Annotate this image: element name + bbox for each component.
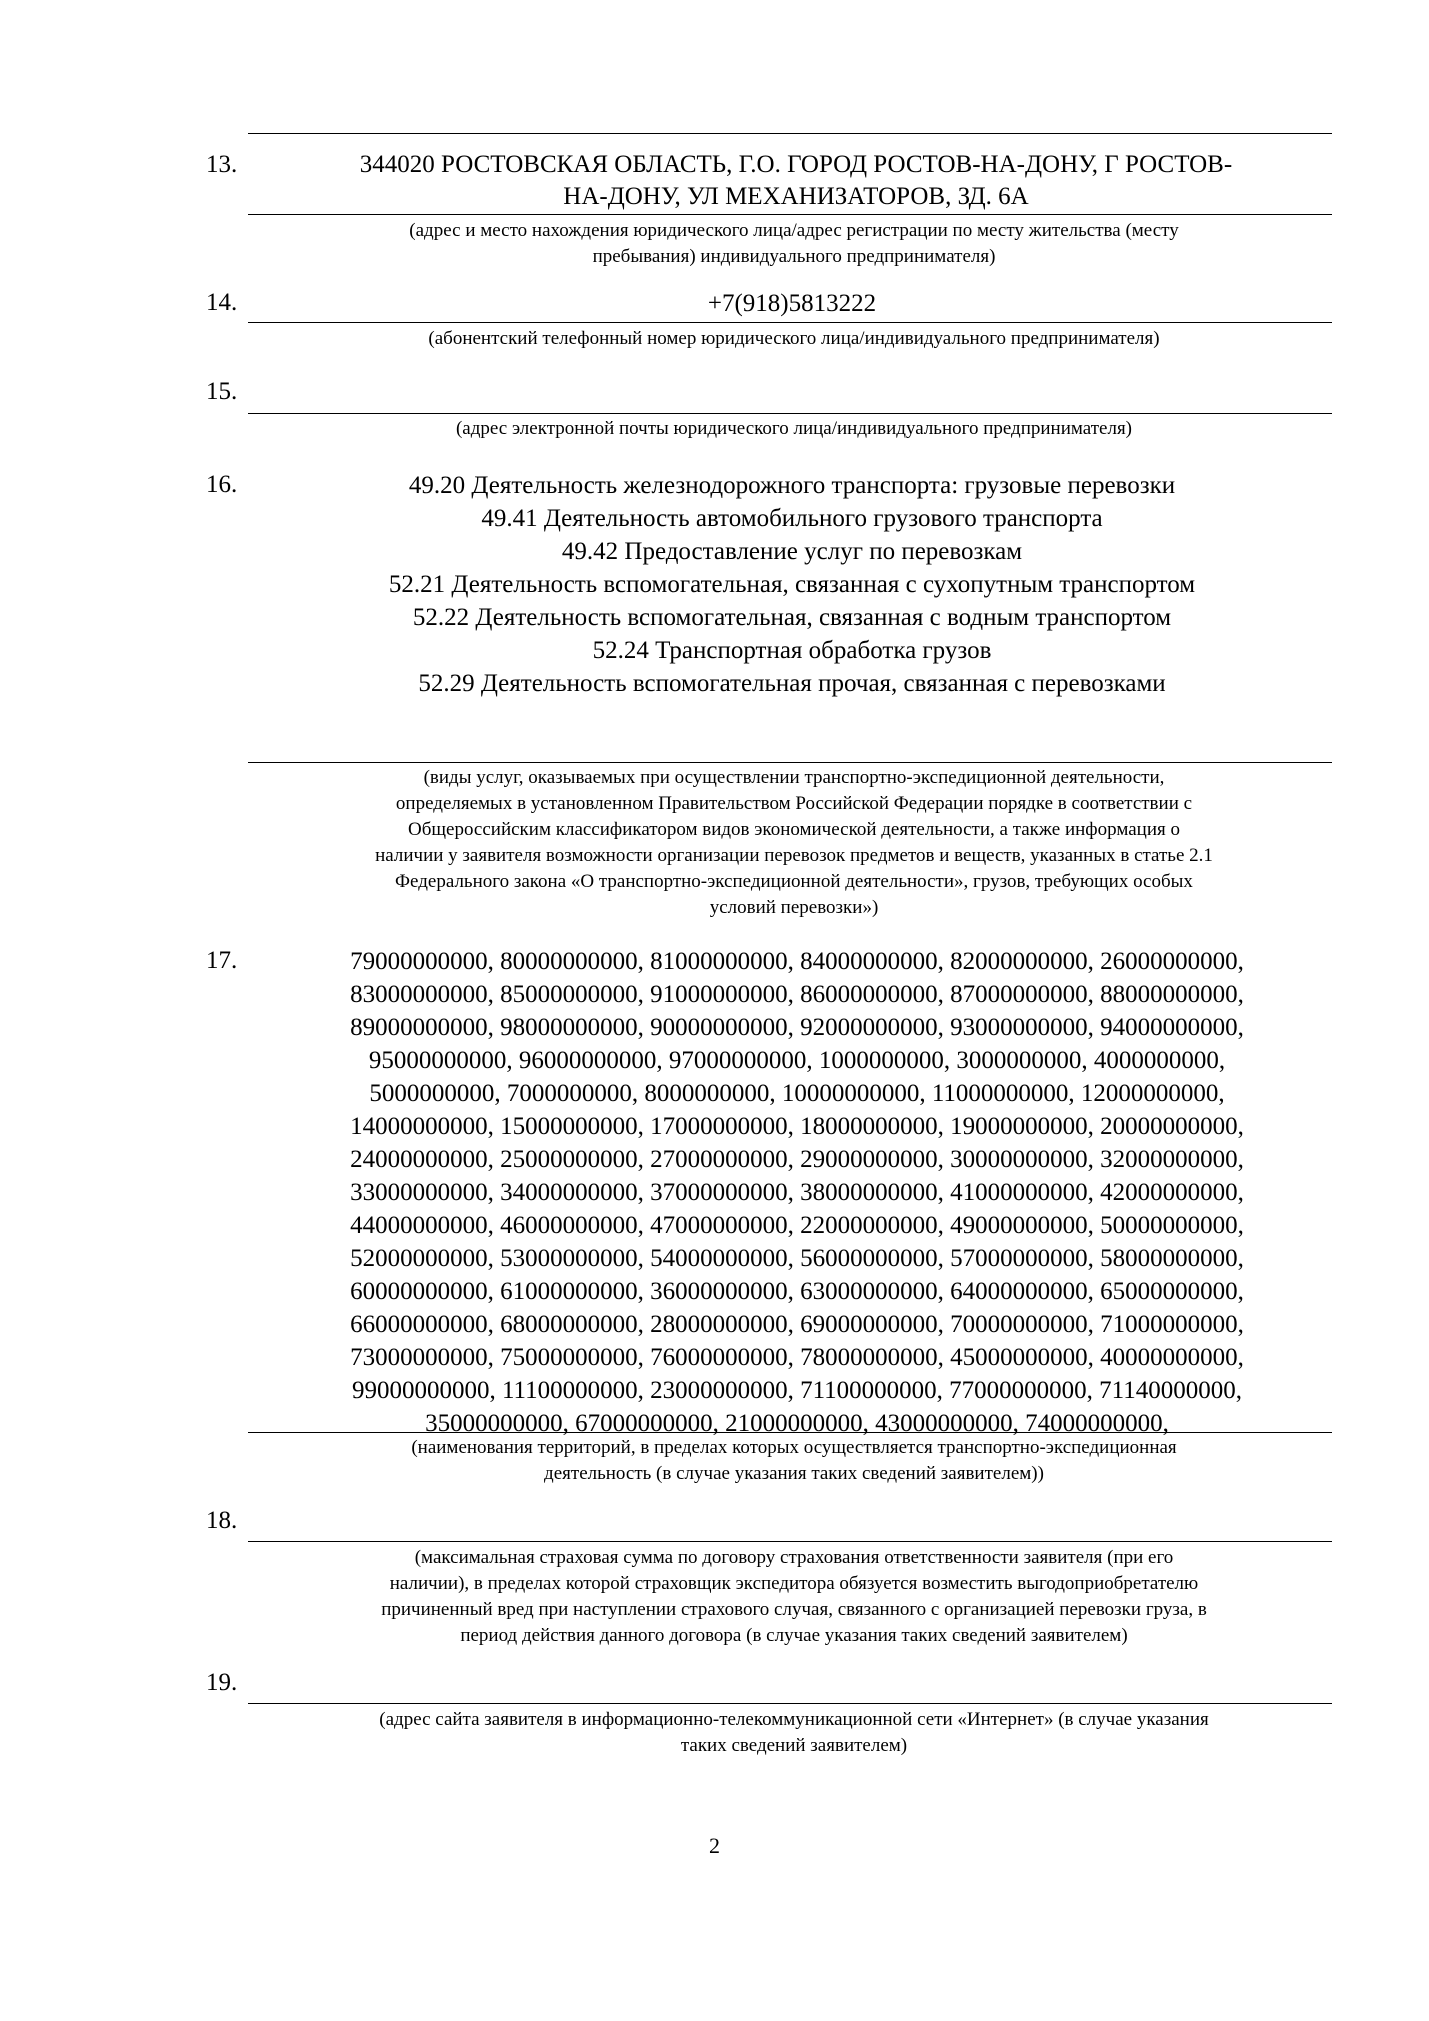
field-rule <box>248 762 1332 763</box>
field-rule <box>248 322 1332 323</box>
phone-value: +7(918)5813222 <box>707 290 877 317</box>
page-number: 2 <box>709 1833 720 1858</box>
caption-line: деятельность (в случае указания таких сведений заявителем)) <box>544 1463 1044 1484</box>
top-rule <box>248 133 1332 134</box>
caption-line: (абонентский телефонный номер юридического лица/индивидуального предпринимателя) <box>428 328 1160 349</box>
field-caption <box>256 416 1332 442</box>
field-rule <box>248 1541 1332 1542</box>
field-caption <box>256 1435 1332 1487</box>
item-number: 18. <box>206 1507 238 1534</box>
activity-code-line: 49.20 Деятельность железнодорожного транспорта: грузовые перевозки <box>408 472 1176 499</box>
field-caption <box>256 1545 1332 1649</box>
activity-code-line: 52.29 Деятельность вспомогательная прочая, связанная с перевозками <box>418 670 1166 697</box>
item-number: 16. <box>206 471 238 498</box>
caption-line: (максимальная страховая сумма по договору страхования ответственности заявителя (при его <box>414 1547 1174 1568</box>
field-caption <box>256 326 1332 352</box>
caption-line: (адрес и место нахождения юридического лица/адрес регистрации по месту жительства (месту <box>409 220 1179 241</box>
field-rule <box>248 1703 1332 1704</box>
legal-address-value <box>260 149 1332 213</box>
territory-code-line: 73000000000, 75000000000, 76000000000, 78000000000, 45000000000, 40000000000, <box>350 1344 1244 1371</box>
caption-line: (адрес сайта заявителя в информационно-телекоммуникационной сети «Интернет» (в случае указания <box>379 1709 1209 1730</box>
territory-code-line: 79000000000, 80000000000, 81000000000, 84000000000, 82000000000, 26000000000, <box>350 948 1244 975</box>
territory-code-line: 5000000000, 7000000000, 8000000000, 10000000000, 11000000000, 12000000000, <box>369 1080 1225 1107</box>
field-caption <box>256 218 1332 270</box>
territory-code-line: 83000000000, 85000000000, 91000000000, 86000000000, 87000000000, 88000000000, <box>350 981 1244 1008</box>
territory-code-line: 35000000000, 67000000000, 21000000000, 43000000000, 74000000000, <box>425 1410 1169 1437</box>
caption-line: (виды услуг, оказываемых при осуществлении транспортно-экспедиционной деятельности, <box>423 767 1165 788</box>
caption-line: условий перевозки») <box>709 897 879 918</box>
activity-code-line: 49.42 Предоставление услуг по перевозкам <box>561 538 1023 565</box>
caption-line: период действия данного договора (в случае указания таких сведений заявителем) <box>460 1625 1128 1646</box>
caption-line: наличии), в пределах которой страховщик экспедитора обязуется возместить выгодоприобретателю <box>389 1573 1199 1594</box>
activity-code-line: 49.41 Деятельность автомобильного грузового транспорта <box>481 505 1103 532</box>
caption-line: причиненный вред при наступлении страхового случая, связанного с организацией перевозки груза, в <box>381 1599 1207 1620</box>
territory-code-line: 66000000000, 68000000000, 28000000000, 69000000000, 70000000000, 71000000000, <box>350 1311 1244 1338</box>
caption-line: (наименования территорий, в пределах которых осуществляется транспортно-экспедиционная <box>411 1437 1177 1458</box>
caption-line: наличии у заявителя возможности организации перевозок предметов и веществ, указанных в статье 2.1 <box>375 845 1213 866</box>
territory-code-line: 14000000000, 15000000000, 17000000000, 18000000000, 19000000000, 20000000000, <box>350 1113 1244 1140</box>
territory-code-line: 44000000000, 46000000000, 47000000000, 22000000000, 49000000000, 50000000000, <box>350 1212 1244 1239</box>
value-line: 344020 РОСТОВСКАЯ ОБЛАСТЬ, Г.О. ГОРОД РОСТОВ-НА-ДОНУ, Г РОСТОВ- <box>359 151 1233 178</box>
item-number: 15. <box>206 378 238 405</box>
caption-line: таких сведений заявителем) <box>680 1735 908 1756</box>
activity-code-line: 52.22 Деятельность вспомогательная, связанная с водным транспортом <box>412 604 1172 631</box>
territory-code-line: 52000000000, 53000000000, 54000000000, 56000000000, 57000000000, 58000000000, <box>350 1245 1244 1272</box>
activity-code-line: 52.24 Транспортная обработка грузов <box>592 637 992 664</box>
item-number: 17. <box>206 947 238 974</box>
field-rule <box>248 214 1332 215</box>
territory-code-line: 33000000000, 34000000000, 37000000000, 38000000000, 41000000000, 42000000000, <box>350 1179 1244 1206</box>
field-caption <box>256 765 1332 921</box>
field-rule <box>248 1432 1332 1433</box>
item-number: 14. <box>206 289 238 316</box>
caption-line: определяемых в установленном Правительством Российской Федерации порядке в соответствии с <box>395 793 1193 814</box>
caption-line: (адрес электронной почты юридического лица/индивидуального предпринимателя) <box>455 418 1133 439</box>
territory-code-line: 95000000000, 96000000000, 97000000000, 1000000000, 3000000000, 4000000000, <box>368 1047 1226 1074</box>
item-number: 13. <box>206 151 238 178</box>
field-caption <box>256 1707 1332 1759</box>
caption-line: пребывания) индивидуального предпринимателя) <box>592 246 996 267</box>
territory-code-line: 24000000000, 25000000000, 27000000000, 29000000000, 30000000000, 32000000000, <box>350 1146 1244 1173</box>
territory-code-line: 60000000000, 61000000000, 36000000000, 63000000000, 64000000000, 65000000000, <box>350 1278 1244 1305</box>
field-rule <box>248 413 1332 414</box>
territory-codes-list <box>262 945 1332 1440</box>
caption-line: Общероссийским классификатором видов экономической деятельности, а также информация о <box>408 819 1180 840</box>
activity-code-line: 52.21 Деятельность вспомогательная, связанная с сухопутным транспортом <box>388 571 1196 598</box>
territory-code-line: 89000000000, 98000000000, 90000000000, 92000000000, 93000000000, 94000000000, <box>350 1014 1244 1041</box>
territory-code-line: 99000000000, 11100000000, 23000000000, 71100000000, 77000000000, 71140000000, <box>351 1377 1243 1404</box>
caption-line: Федерального закона «О транспортно-экспедиционной деятельности», грузов, требующих особых <box>395 871 1193 892</box>
value-line: НА-ДОНУ, УЛ МЕХАНИЗАТОРОВ, ЗД. 6А <box>563 183 1029 210</box>
item-number: 19. <box>206 1669 238 1696</box>
activity-codes-list <box>256 469 1328 700</box>
